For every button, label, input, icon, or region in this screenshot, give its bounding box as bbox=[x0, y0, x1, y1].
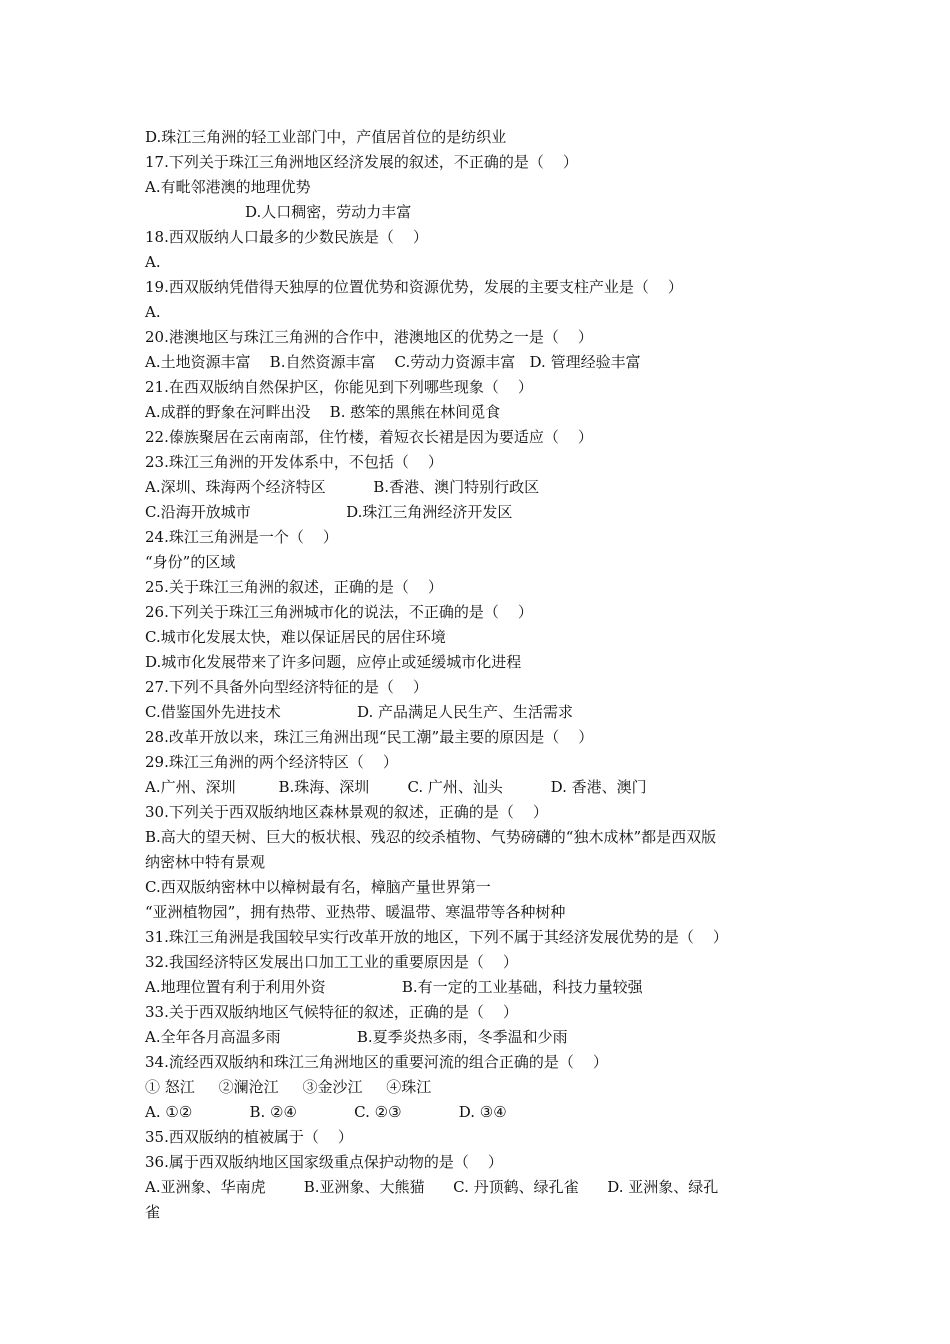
option-d-urbanization: D.城市化发展带来了许多问题，应停止或延缓城市化进程 bbox=[145, 653, 522, 671]
options-32: A.地理位置有利于利用外资 B.有一定的工业基础，科技力量较强 bbox=[145, 978, 643, 996]
option-c-urbanization: C.城市化发展太快，难以保证居民的居住环境 bbox=[145, 628, 446, 646]
question-28: 28.改革开放以来，珠江三角洲出现“民工潮”最主要的原因是（ ） bbox=[145, 728, 594, 746]
options-23-cd: C.沿海开放城市 D.珠江三角洲经济开发区 bbox=[145, 503, 513, 521]
options-33: A.全年各月高温多雨 B.夏季炎热多雨，冬季温和少雨 bbox=[145, 1028, 568, 1046]
question-26: 26.下列关于珠江三角洲城市化的说法，不正确的是（ ） bbox=[145, 603, 533, 621]
options-36-cont: 雀 bbox=[145, 1203, 161, 1221]
options-36: A.亚洲象、华南虎 B.亚洲象、大熊猫 C. 丹顶鹤、绿孔雀 D. 亚洲象、绿孔 bbox=[145, 1178, 719, 1196]
question-32: 32.我国经济特区发展出口加工工业的重要原因是（ ） bbox=[145, 953, 518, 971]
option-a-empty: A. bbox=[145, 253, 161, 271]
question-20: 20.港澳地区与珠江三角洲的合作中，港澳地区的优势之一是（ ） bbox=[145, 328, 593, 346]
option-a-location: A.有毗邻港澳的地理优势 bbox=[145, 178, 311, 196]
option-identity: “身份”的区域 bbox=[145, 553, 236, 571]
question-29: 29.珠江三角洲的两个经济特区（ ） bbox=[145, 753, 398, 771]
option-b-forest-cont: 纳密林中特有景观 bbox=[145, 853, 266, 871]
question-34: 34.流经西双版纳和珠江三角洲地区的重要河流的组合正确的是（ ） bbox=[145, 1053, 608, 1071]
question-17: 17.下列关于珠江三角洲地区经济发展的叙述，不正确的是（ ） bbox=[145, 153, 578, 171]
question-33: 33.关于西双版纳地区气候特征的叙述，正确的是（ ） bbox=[145, 1003, 518, 1021]
options-27: C.借鉴国外先进技术 D. 产品满足人民生产、生活需求 bbox=[145, 703, 574, 721]
option-b-forest: B.高大的望天树、巨大的板状根、残忍的绞杀植物、气势磅礴的“独木成林”都是西双版 bbox=[145, 828, 717, 846]
question-35: 35.西双版纳的植被属于（ ） bbox=[145, 1128, 353, 1146]
options-29: A.广州、深圳 B.珠海、深圳 C. 广州、汕头 D. 香港、澳门 bbox=[145, 778, 647, 796]
option-a-empty: A. bbox=[145, 303, 161, 321]
question-27: 27.下列不具备外向型经济特征的是（ ） bbox=[145, 678, 428, 696]
question-21: 21.在西双版纳自然保护区，你能见到下列哪些现象（ ） bbox=[145, 378, 533, 396]
question-22: 22.傣族聚居在云南南部，住竹楼，着短衣长裙是因为要适应（ ） bbox=[145, 428, 593, 446]
question-23: 23.珠江三角洲的开发体系中，不包括（ ） bbox=[145, 453, 443, 471]
option-d-textile: D.珠江三角洲的轻工业部门中，产值居首位的是纺织业 bbox=[145, 128, 507, 146]
options-20: A.土地资源丰富 B.自然资源丰富 C.劳动力资源丰富 D. 管理经验丰富 bbox=[145, 353, 641, 371]
options-23-ab: A.深圳、珠海两个经济特区 B.香港、澳门特别行政区 bbox=[145, 478, 540, 496]
rivers-list: ① 怒江 ②澜沧江 ③金沙江 ④珠江 bbox=[145, 1078, 432, 1096]
question-25: 25.关于珠江三角洲的叙述，正确的是（ ） bbox=[145, 578, 443, 596]
option-d-population: D.人口稠密，劳动力丰富 bbox=[245, 203, 412, 221]
question-31: 31.珠江三角洲是我国较早实行改革开放的地区，下列不属于其经济发展优势的是（ ） bbox=[145, 928, 728, 946]
options-34: A. ①② B. ②④ C. ②③ D. ③④ bbox=[145, 1103, 507, 1121]
options-21: A.成群的野象在河畔出没 B. 憨笨的黑熊在林间觅食 bbox=[145, 403, 501, 421]
question-36: 36.属于西双版纳地区国家级重点保护动物的是（ ） bbox=[145, 1153, 503, 1171]
question-18: 18.西双版纳人口最多的少数民族是（ ） bbox=[145, 228, 428, 246]
question-19: 19.西双版纳凭借得天独厚的位置优势和资源优势，发展的主要支柱产业是（ ） bbox=[145, 278, 683, 296]
option-botanical-garden: “亚洲植物园”，拥有热带、亚热带、暖温带、寒温带等各种树种 bbox=[145, 903, 566, 921]
question-24: 24.珠江三角洲是一个（ ） bbox=[145, 528, 338, 546]
option-c-camphor: C.西双版纳密林中以樟树最有名，樟脑产量世界第一 bbox=[145, 878, 491, 896]
question-30: 30.下列关于西双版纳地区森林景观的叙述，正确的是（ ） bbox=[145, 803, 548, 821]
